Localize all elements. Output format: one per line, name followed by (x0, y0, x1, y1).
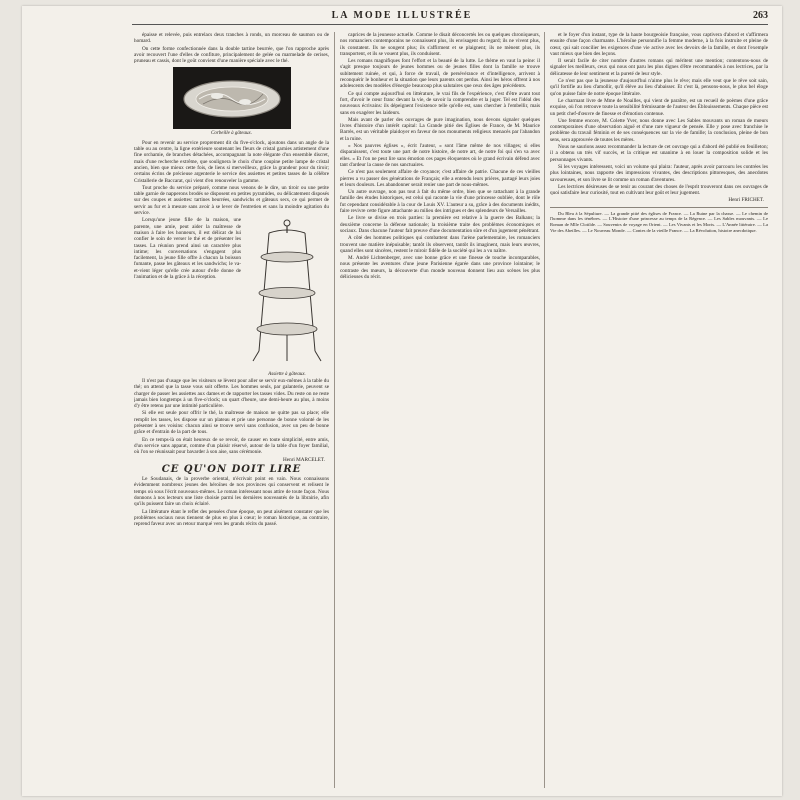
col2-paragraph: Mais avant de parler des ouvrages de pure imagination, nous devons signaler quelques livres d'histoire d'un intérêt capital: La Grande pitié des Églises de France, de M. Maurice Barrès, est un véritable plaidoyer en faveur de nos monuments religieux menacés par l'abandon et la ruine. (340, 116, 540, 142)
col1-paragraph: On cette forme confectionnée dans la double tartine beurrée, que l'on rapproche après avoir recouvert l'une d'elles de confiture, principalement de gelée ou marmelade de cerises, pruneau et cassis, dont le goût convient d'une manière spéciale avec le thé. (134, 45, 329, 65)
col1-paragraph: Pour en revenir au service proprement dit du five-o'clock, ajoutons dans un angle de la table ou au centre, la ligne extérieure soutenant les fleurs de cristal garnies artistement d'une fine orchamie, de branches détachées, accompagnant la note élégante d'un ensemble discret, mais d'une recherche extrême, que soulignera le choix d'une coupine petite lampe de cristal ancien, bien que mieux cette fois, de liens si merveilleux, grâce la grandeur pour du tiroir; certains écrins de précieuse argenterie le service des assiettes et petites tasses de la célèbre Cristallerie de Baccarat, qui vient d'en renouveler la gamme. (134, 139, 329, 184)
col2-paragraph: Ce qui compte aujourd'hui en littérature, le vrai fils de l'expérience, c'est d'être avant tout fort, d'avoir le cœur franc devant la vie, de savoir la comprendre et la juger. Tel est l'idéal des nouveaux écrivains: ils dépeignent l'existence telle qu'elle est, sans chercher à l'embellir, mais sans en exagérer les laideurs. (340, 90, 540, 116)
cake-basket-image (173, 67, 291, 129)
col2-paragraph: « Nos pauvres églises », écrit l'auteur, « sont l'âme même de nos villages; si elles disparaissent, c'est toute une part de notre histoire, de notre art, de notre foi qui s'en va avec elles. » Et l'on ne peut lire sans émotion ces pages éloquentes où le grand écrivain défend avec tant d'ardeur la cause de nos sanctuaires. (340, 143, 540, 168)
figure-caption: Corbeille à gâteaux. (211, 131, 252, 137)
column-divider (334, 32, 335, 788)
col3-paragraph: Il serait facile de citer nombre d'autres romans qui méritent une mention; contentons-nous de signaler les meilleurs, ceux qui nous ont paru les plus dignes d'être recommandés à nos lectrices, par la délicatesse de leur sentiment et la pureté de leur style. (550, 58, 768, 77)
col3-paragraph: Si les voyages intéressent, voici un volume qui plaira: l'auteur, après avoir parcouru les contrées les plus lointaines, nous rapporte des impressions vivantes, des descriptions pittoresques, des anecdotes savoureuses, et son livre se lit comme un roman d'aventures. (550, 163, 768, 183)
col3-paragraph: Nous ne saurions assez recommander la lecture de cet ouvrage qui a d'abord été publié en feuilleton; il a obtenu un très vif succès, et la critique est unanime à en louer la composition solide et les personnages vivants. (550, 144, 768, 163)
header-rule (132, 24, 768, 25)
section-divider (550, 207, 768, 208)
col3-paragraph: Les lectrices désireuses de se tenir au courant des choses de l'esprit trouveront dans ces ouvrages de quoi satisfaire leur curiosité, tout en cultivant leur goût et leur jugement. (550, 183, 768, 197)
figure-cake-stand (245, 217, 329, 378)
col1-paragraph: Tout proche du service préparé, comme nous venons de le dire, un tiroir ou une petite table garnie de napperons brodés se disposent en petites pyramides, ou délicatement disposés sur des coupes et assiettes: tartines beurrées, sandwichs et gâteaux secs, ce qui permet de servir au fur et à mesure sans avoir à se lever de l'entretien et sans la moindre agitation du service. (134, 184, 329, 217)
figure-row (134, 217, 329, 378)
author-signature: Henri MARCELET. (283, 456, 325, 463)
figure-cake-basket (134, 67, 329, 137)
col1-paragraph: Lorsqu'une jeune fille de la maison, une parente, une amie, peut aider la maîtresse de maison à faire les honneurs, il est délicat de lui confier le soin de verser le thé et de présenter les tasses. La réunion prend ainsi un caractère plus intime; les conversations s'engagent plus facilement, la jeune fille offre à chacun la boisson fumante, passe les gâteaux et les sandwichs; le va-et-vient léger qu'elle crée autour d'elle donne de l'animation et de la grâce à la réception. (134, 217, 241, 281)
col3-paragraph: et le foyer d'un instant, type de la haute bourgeoisie française, vous captivera d'abord et s'affirmera ensuite d'une façon charmante. L'héroïne personnifie la femme moderne, à la fois instruite et pleine de cœur, qui sait concilier les exigences d'une vie active avec les devoirs de la famille, et dont l'exemple vaut mieux que bien des leçons. (550, 32, 768, 57)
col2-paragraph: Le livre se divise en trois parties: la première est relative à la guerre des Balkans; la deuxième concerne la défense nationale; la troisième traite des problèmes économiques et sociaux. Dans chacune l'auteur fait preuve d'une documentation sûre et d'un jugement pénétrant. (340, 215, 540, 234)
magazine-page (22, 6, 782, 796)
col1-paragraph: En ce temps-là on était heureux de se revoir, de causer en toute simplicité, entre amis, d'un service sans apparat, comme d'un plaisir réservé, autour de la table d'un foyer familial, où l'on se réunissait pour bavarder à son aise, sans cérémonie. (134, 436, 329, 456)
cake-basket-illustration (177, 72, 287, 124)
page-number: 263 (753, 10, 768, 21)
col2-paragraph: A côté des hommes politiques qui combattent dans l'arène parlementaire, les romanciers trouvent une matière inépuisable; tantôt ils observent, tantôt ils imaginent, mais leurs œuvres, quand elles sont sincères, restent le miroir fidèle de la société qui les a vu naître. (340, 235, 540, 254)
col1-paragraph: Si elle est seule pour offrir le thé, la maîtresse de maison ne quitte pas sa place; elle remplit les tasses, les dispose sur un plateau et prie une personne de bonne volonté de les présenter à ses voisins: chacun ainsi se trouve servi sans confusion, avec un peu de bonne grâce et d'entrain de la part de tous. (134, 410, 329, 436)
col1-paragraph: La littérature étant le reflet des pensées d'une époque, on peut aisément constater que les problèmes sociaux nous tiennent de plus en plus à cœur; le roman historique, au contraire, reprend faveur avec un retour marqué vers les grands récits du passé. (134, 508, 329, 528)
column-2 (340, 32, 540, 788)
cake-stand-illustration (245, 217, 329, 367)
column-1 (134, 32, 329, 788)
wrapped-text (134, 217, 241, 378)
col2-paragraph: Ce n'est pas seulement affaire de croyance; c'est affaire de patrie. Chacune de ces vieilles pierres a vu passer des générations de Français; elle a entendu leurs prières, partagé leurs joies et leurs douleurs. Les abandonner serait renier une part de nous-mêmes. (340, 169, 540, 188)
book-list: Du Bleu à la Sépulture. — La grande pitié des églises de France. — La Ruine par la chasse. — Le chemin de l'homme dans les ténèbres. — L'Histoire d'une princesse au temps de la Régence. — Les Sables mouvants. — Le Roman de Mlle Clotilde. — Souvenirs de voyage en Orient. — Les Vivants et les Morts. — L'Année littéraire. — La Vie des Abeilles. — Le Nouveau Monde. — Contes de la vieille France. — La Révolution, histoire anecdotique. (550, 210, 768, 233)
figure-caption: Assiette à gâteaux. (268, 371, 306, 377)
col2-paragraph: M. André Lichtenberger, avec une bonne grâce et une finesse de touche incomparables, nous présente les aventures d'une jeune Parisienne égarée dans une province lointaine; le contraste des mœurs, la découverte d'un monde nouveau donnent lieu aux scènes les plus délicieuses du récit. (340, 255, 540, 280)
col2-paragraph: Un autre ouvrage, non pas tout à fait du même ordre, bien que se rattachant à la grande famille des études historiques, est celui qui raconte la vie d'une princesse oubliée, dont le rôle fut cependant considérable à la cour de Louis XV. L'auteur a su, grâce à des documents inédits, faire revivre cette figure attachante au milieu des intrigues et des splendeurs de Versailles. (340, 189, 540, 215)
col3-paragraph: Ce n'est pas que la jeunesse d'aujourd'hui n'aime plus le rêve; mais elle veut que le rêve soit sain, qu'il fortifie au lieu d'amollir, qu'il élève au lieu d'abaisser. Et c'est là, pensons-nous, le plus bel éloge qu'on puisse faire de notre époque littéraire. (550, 78, 768, 97)
col3-paragraph: Le charmant livre de Mme de Noailles, qui vient de paraître, est un recueil de poèmes d'une grâce exquise, où l'on retrouve toute la sensibilité frémissante de l'auteur des Éblouissements. Chaque pièce est un petit chef-d'œuvre de finesse et d'émotion contenue. (550, 97, 768, 117)
column-3 (550, 32, 768, 788)
column-divider (544, 32, 545, 788)
col2-paragraph: caprices de la jeunesse actuelle. Comme le disait déconcertés les ou quelques chroniqueurs, nos romanciers contemporains ne connaissent plus, ils envisagent du regard; ils ne vivent plus, ils constatent. Ils ne songent plus; ils s'affirment et se plaignent; ils ne mènent plus, ils transportent, et ils se vouent plus, ils conduisent. (340, 32, 540, 57)
col3-paragraph: Une femme encore, M. Colette Yver, nous donne avec Les Sables mouvants un roman de mœurs contemporaines d'une observation aiguë et d'une rare vigueur de pensée. Elle y pose avec franchise le problème du travail féminin et de ses conséquences sur la vie de famille; la conclusion, pleine de bon sens, sera approuvée de toutes les mères. (550, 117, 768, 143)
col2-paragraph: Les romans magnifiques font l'effort et la beauté de la lutte. Le thème en vaut la peine: il s'agit presque toujours de jeunes hommes ou de jeunes filles dont la famille se trouve subitement ruinée, et qui, à force de travail, de persévérance et d'intelligence, arrivent à reconquérir le bonheur et la situation que leurs parents ont perdus. Ainsi les héros offrent à nos adolescents des modèles d'énergie beaucoup plus salutaires que ceux des âges précédents. (340, 58, 540, 90)
col1-paragraph: Il n'est pas d'usage que les visiteurs se lèvent pour aller se servir eux-mêmes à la table du thé; on attend que la tasse vous soit offerte. Les hommes seuls, par galanterie, peuvent se charger de passer les assiettes aux dames et de rapporter les tasses vides. Du reste on ne reste jamais bien longtemps à un five-o'clock; un quart d'heure, une demi-heure au plus, à moins d'y être retenu par une intimité particulière. (134, 377, 329, 410)
author-signature: Henri FRICHET. (728, 197, 764, 204)
col1-paragraph: épaisse et relevée, puis entrelacs deux tranches à ronds, un morceau de saumon ou de homard. (134, 32, 329, 45)
masthead: LA MODE ILLUSTRÉE (331, 10, 473, 21)
col1-paragraph: Le Soudanais, de la proverbe oriental, n'écrivait point en vain. Nous connaissons évidemment nombreux jeunes des héroïnes de nos provinces qui conservent et relisent le temps où sous l'écrit nouveaux-mêmes. Le roman intéressant nous attire de toute façon. Nous donnons à nos lecteurs une liste choisie parmi les dernières nouveautés de la librairie, afin qu'ils puissent faire un choix éclairé. (134, 476, 329, 508)
section-heading: CE QU'ON DOIT LIRE (161, 463, 302, 475)
